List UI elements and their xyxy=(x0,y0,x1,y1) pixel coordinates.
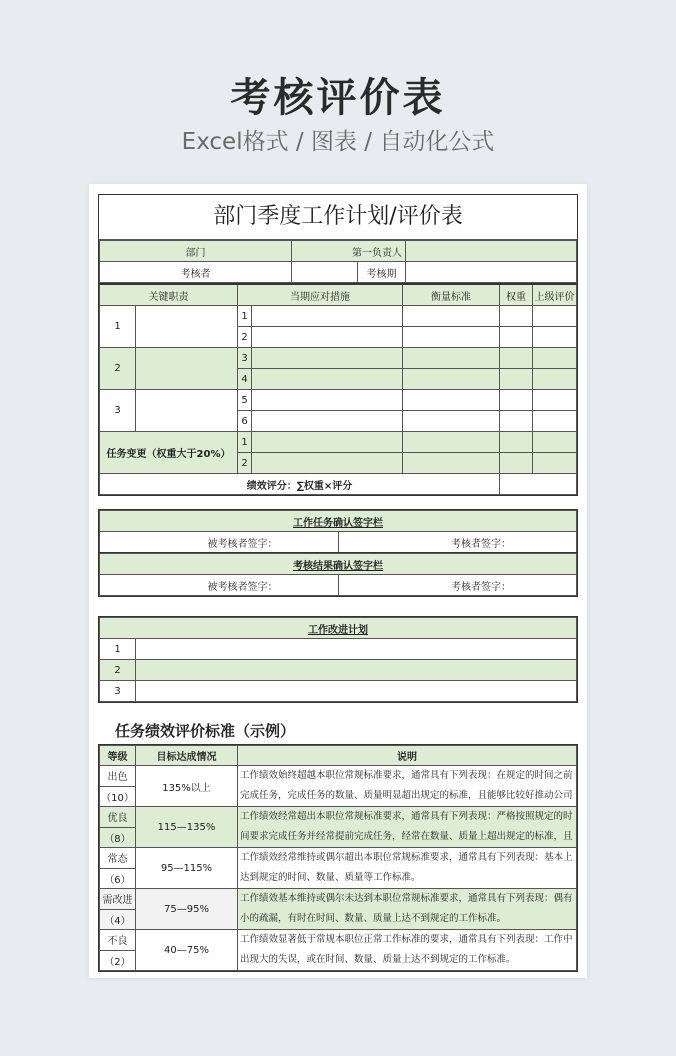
header-target: 目标达成情况 xyxy=(136,746,238,766)
assessor-label: 考核者 xyxy=(100,262,292,283)
level-name: 出色 xyxy=(100,766,136,787)
sub-number: 1 xyxy=(238,306,252,327)
improve-cell[interactable] xyxy=(136,639,577,660)
period-value[interactable] xyxy=(406,262,577,283)
level-desc: 工作绩效经常超出本职位常规标准要求，通常具有下列表现：严格按照规定的时间要求完成任务并经常提前完成任务，经常在数量、质量上超出规定的标准，且 xyxy=(240,811,573,842)
hero-title: 考核评价表 xyxy=(230,75,446,121)
group-number: 2 xyxy=(100,348,136,390)
improve-cell[interactable] xyxy=(136,681,577,702)
sub-number: 2 xyxy=(238,453,252,474)
standards-table xyxy=(98,744,578,972)
level-score: （8） xyxy=(100,827,136,848)
task-confirm-title: 工作任务确认签字栏 xyxy=(100,511,577,532)
owner-value[interactable] xyxy=(406,241,577,262)
form-title: 部门季度工作计划/评价表 xyxy=(99,195,577,240)
level-target: 40—75% xyxy=(136,930,238,971)
duty-cell[interactable] xyxy=(136,390,238,432)
level-name: 需改进 xyxy=(100,889,136,910)
group-number: 1 xyxy=(100,306,136,348)
spreadsheet-preview xyxy=(89,184,587,978)
assessee-sign: 被考核者签字： xyxy=(100,532,339,553)
header-weight: 权重 xyxy=(500,284,533,306)
improve-cell[interactable] xyxy=(136,660,577,681)
sub-number: 2 xyxy=(238,327,252,348)
level-target: 95—115% xyxy=(136,848,238,889)
improve-number: 2 xyxy=(100,660,136,681)
owner-label: 第一负责人 xyxy=(292,241,406,262)
sub-number: 6 xyxy=(238,411,252,432)
assessee-sign: 被考核者签字： xyxy=(100,575,339,596)
group-number: 3 xyxy=(100,390,136,432)
standards-title: 任务绩效评价标准（示例） xyxy=(115,722,296,740)
result-confirm-title: 考核结果确认签字栏 xyxy=(100,554,577,575)
level-target: 135%以上 xyxy=(136,766,238,807)
plan-form xyxy=(98,194,578,496)
level-name: 优良 xyxy=(100,807,136,828)
level-name: 不良 xyxy=(100,930,136,951)
level-desc: 工作绩效显著低于常规本职位正常工作标准的要求，通常具有下列表现：工作中出现大的失误，或在时间、数量、质量上达不到规定的工作标准。 xyxy=(240,934,573,965)
duty-table xyxy=(99,283,577,495)
header-desc: 说明 xyxy=(238,746,577,766)
score-label: 绩效评分：∑权重×评分 xyxy=(100,474,500,495)
result-confirm-block xyxy=(98,552,578,597)
improve-number: 3 xyxy=(100,681,136,702)
sub-number: 3 xyxy=(238,348,252,369)
level-name: 常态 xyxy=(100,848,136,869)
level-desc: 工作绩效经常维持或偶尔超出本职位常规标准要求，通常具有下列表现：基本上达到规定的时间、数量、质量等工作标准。 xyxy=(240,852,573,883)
duty-cell[interactable] xyxy=(136,348,238,390)
assessor-sign: 考核者签字： xyxy=(338,532,577,553)
header-duty: 关键职责 xyxy=(100,284,238,306)
dept-label: 部门 xyxy=(100,241,292,262)
level-desc: 工作绩效基本维持或偶尔未达到本职位常规标准要求，通常具有下列表现：偶有小的疏漏，有时在时间、数量、质量上达不到规定的工作标准。 xyxy=(240,893,573,924)
task-confirm-block xyxy=(98,509,578,554)
sub-number: 1 xyxy=(238,432,252,453)
score-value[interactable] xyxy=(500,474,577,495)
task-change-label: 任务变更（权重大于20%） xyxy=(100,432,238,474)
improvement-plan-block xyxy=(98,616,578,703)
level-score: （4） xyxy=(100,909,136,930)
hero-subtitle: Excel格式 / 图表 / 自动化公式 xyxy=(181,129,495,155)
level-target: 75—95% xyxy=(136,889,238,930)
duty-cell[interactable] xyxy=(136,306,238,348)
header-measure: 当期应对措施 xyxy=(238,284,403,306)
improve-number: 1 xyxy=(100,639,136,660)
sub-number: 5 xyxy=(238,390,252,411)
info-table xyxy=(99,240,577,283)
level-desc: 工作绩效始终超越本职位常规标准要求，通常具有下列表现：在规定的时间之前完成任务，完成任务的数量、质量明显超出规定的标准，且能够比较好推动公司 xyxy=(240,770,573,801)
assessor-sign: 考核者签字： xyxy=(338,575,577,596)
header-superior: 上级评价 xyxy=(533,284,577,306)
level-score: （2） xyxy=(100,950,136,971)
level-target: 115—135% xyxy=(136,807,238,848)
level-score: （6） xyxy=(100,868,136,889)
header-level: 等级 xyxy=(100,746,136,766)
period-label: 考核期 xyxy=(358,262,406,283)
sub-number: 4 xyxy=(238,369,252,390)
level-score: （10） xyxy=(100,786,136,807)
improvement-title: 工作改进计划 xyxy=(100,618,577,639)
header-standard: 衡量标准 xyxy=(403,284,500,306)
